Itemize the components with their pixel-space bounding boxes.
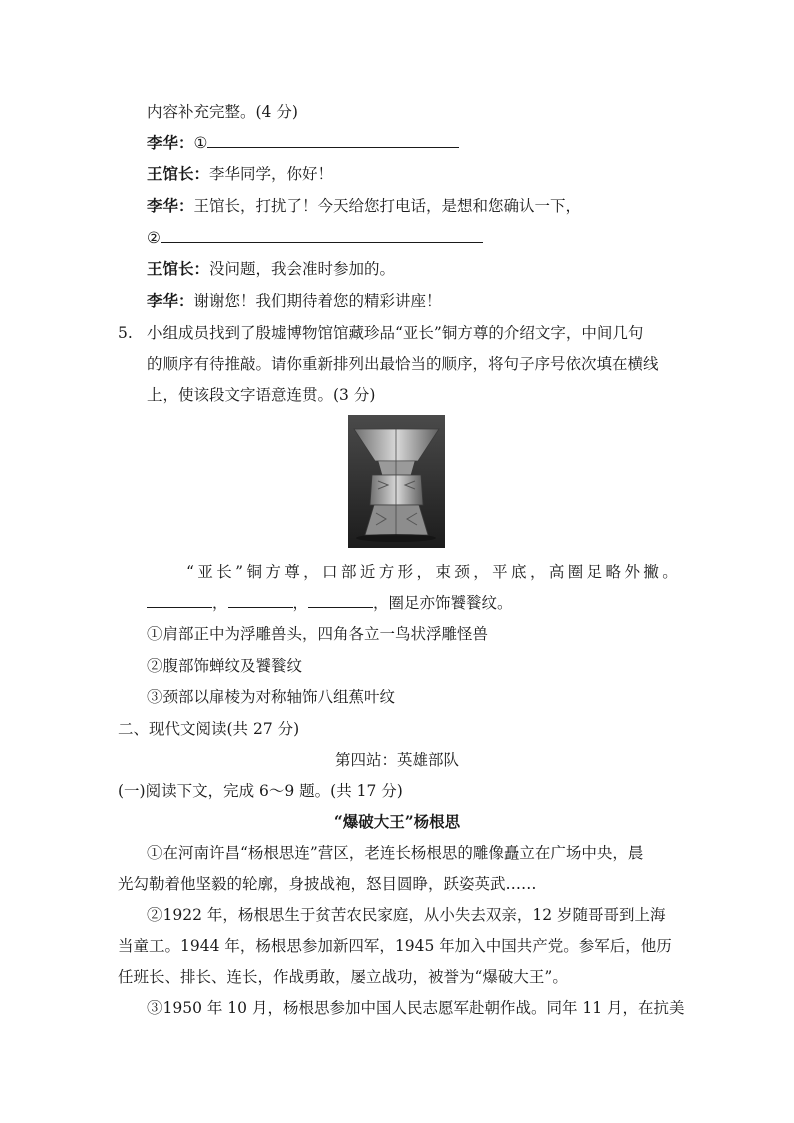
dialog-text: ① xyxy=(193,134,208,152)
speaker-label: 李华： xyxy=(147,133,194,152)
speaker-label: 李华： xyxy=(147,291,194,310)
paragraph-line-6: ③1950 年 10 月，杨根思参加中国人民志愿军赴朝作战。同年 11 月，在抗美 xyxy=(147,999,685,1017)
passage-line-1: “亚长”铜方尊，口部近方形，束颈，平底，高圈足略外撇。 xyxy=(186,563,682,581)
dialog-line-5 xyxy=(147,258,395,280)
passage-end: ，圈足亦饰饕餮纹。 xyxy=(373,594,513,612)
dialog-line-2 xyxy=(147,163,333,185)
question-5-line-1: 小组成员找到了殷墟博物馆馆藏珍品“亚长”铜方尊的介绍文字，中间几句 xyxy=(147,324,644,342)
separator: ， xyxy=(292,594,309,612)
paragraph-line-2: 光勾勒着他坚毅的轮廓，身披战袍，怒目圆睁，跃姿英武…… xyxy=(118,875,537,893)
passage-line-2 xyxy=(147,592,513,614)
order-blank-3[interactable] xyxy=(308,592,373,608)
question-5-line-2: 的顺序有待推敲。请你重新排列出最恰当的顺序，将句子序号依次填在横线 xyxy=(147,355,659,373)
answer-blank-1[interactable] xyxy=(207,132,459,148)
option-1: ①肩部正中为浮雕兽头，四角各立一鸟状浮雕怪兽 xyxy=(147,625,489,643)
article-title: “爆破大王”杨根思 xyxy=(333,812,461,831)
dialog-text: 王馆长，打扰了！今天给您打电话，是想和您确认一下， xyxy=(193,197,582,215)
speaker-label: 王馆长： xyxy=(147,259,210,278)
option-2: ②腹部饰蝉纹及饕餮纹 xyxy=(147,657,303,675)
dialog-line-1 xyxy=(147,132,459,154)
separator: ， xyxy=(212,594,228,612)
dialog-text: 李华同学，你好！ xyxy=(209,165,334,183)
section-heading: 二、现代文阅读(共 27 分) xyxy=(118,720,300,738)
option-3: ③颈部以扉棱为对称轴饰八组蕉叶纹 xyxy=(147,688,396,706)
order-blank-1[interactable] xyxy=(147,592,212,608)
answer-blank-2[interactable] xyxy=(161,227,483,243)
speaker-label: 李华： xyxy=(147,196,194,215)
reading-instruction: (一)阅读下文，完成 6～9 题。(共 17 分) xyxy=(118,782,403,800)
paragraph-line-1: ①在河南许昌“杨根思连”营区，老连长杨根思的雕像矗立在广场中央，晨 xyxy=(147,844,644,862)
dialog-text: 谢谢您！我们期待着您的精彩讲座！ xyxy=(193,292,442,310)
bronze-zun-photo xyxy=(348,415,445,548)
question-4-tail: 内容补充完整。(4 分) xyxy=(147,103,298,121)
dialog-text: ② xyxy=(147,229,161,247)
station-title: 第四站：英雄部队 xyxy=(334,751,459,769)
paragraph-line-4: 当童工。1944 年，杨根思参加新四军，1945 年加入中国共产党。参军后，他历 xyxy=(118,937,672,955)
speaker-label: 王馆长： xyxy=(147,164,210,183)
dialog-line-3 xyxy=(147,195,581,217)
order-blank-2[interactable] xyxy=(228,592,293,608)
dialog-line-6 xyxy=(147,290,442,312)
question-5-number: 5. xyxy=(118,324,133,342)
paragraph-line-3: ②1922 年，杨根思生于贫苦农民家庭，从小失去双亲，12 岁随哥哥到上海 xyxy=(147,906,666,924)
paragraph-line-5: 任班长、排长、连长，作战勇敢，屡立战功，被誉为“爆破大王”。 xyxy=(118,968,568,986)
dialog-text: 没问题，我会准时参加的。 xyxy=(209,260,396,278)
dialog-line-4 xyxy=(147,227,483,249)
question-5-line-3: 上，使该段文字语意连贯。(3 分) xyxy=(147,386,376,404)
